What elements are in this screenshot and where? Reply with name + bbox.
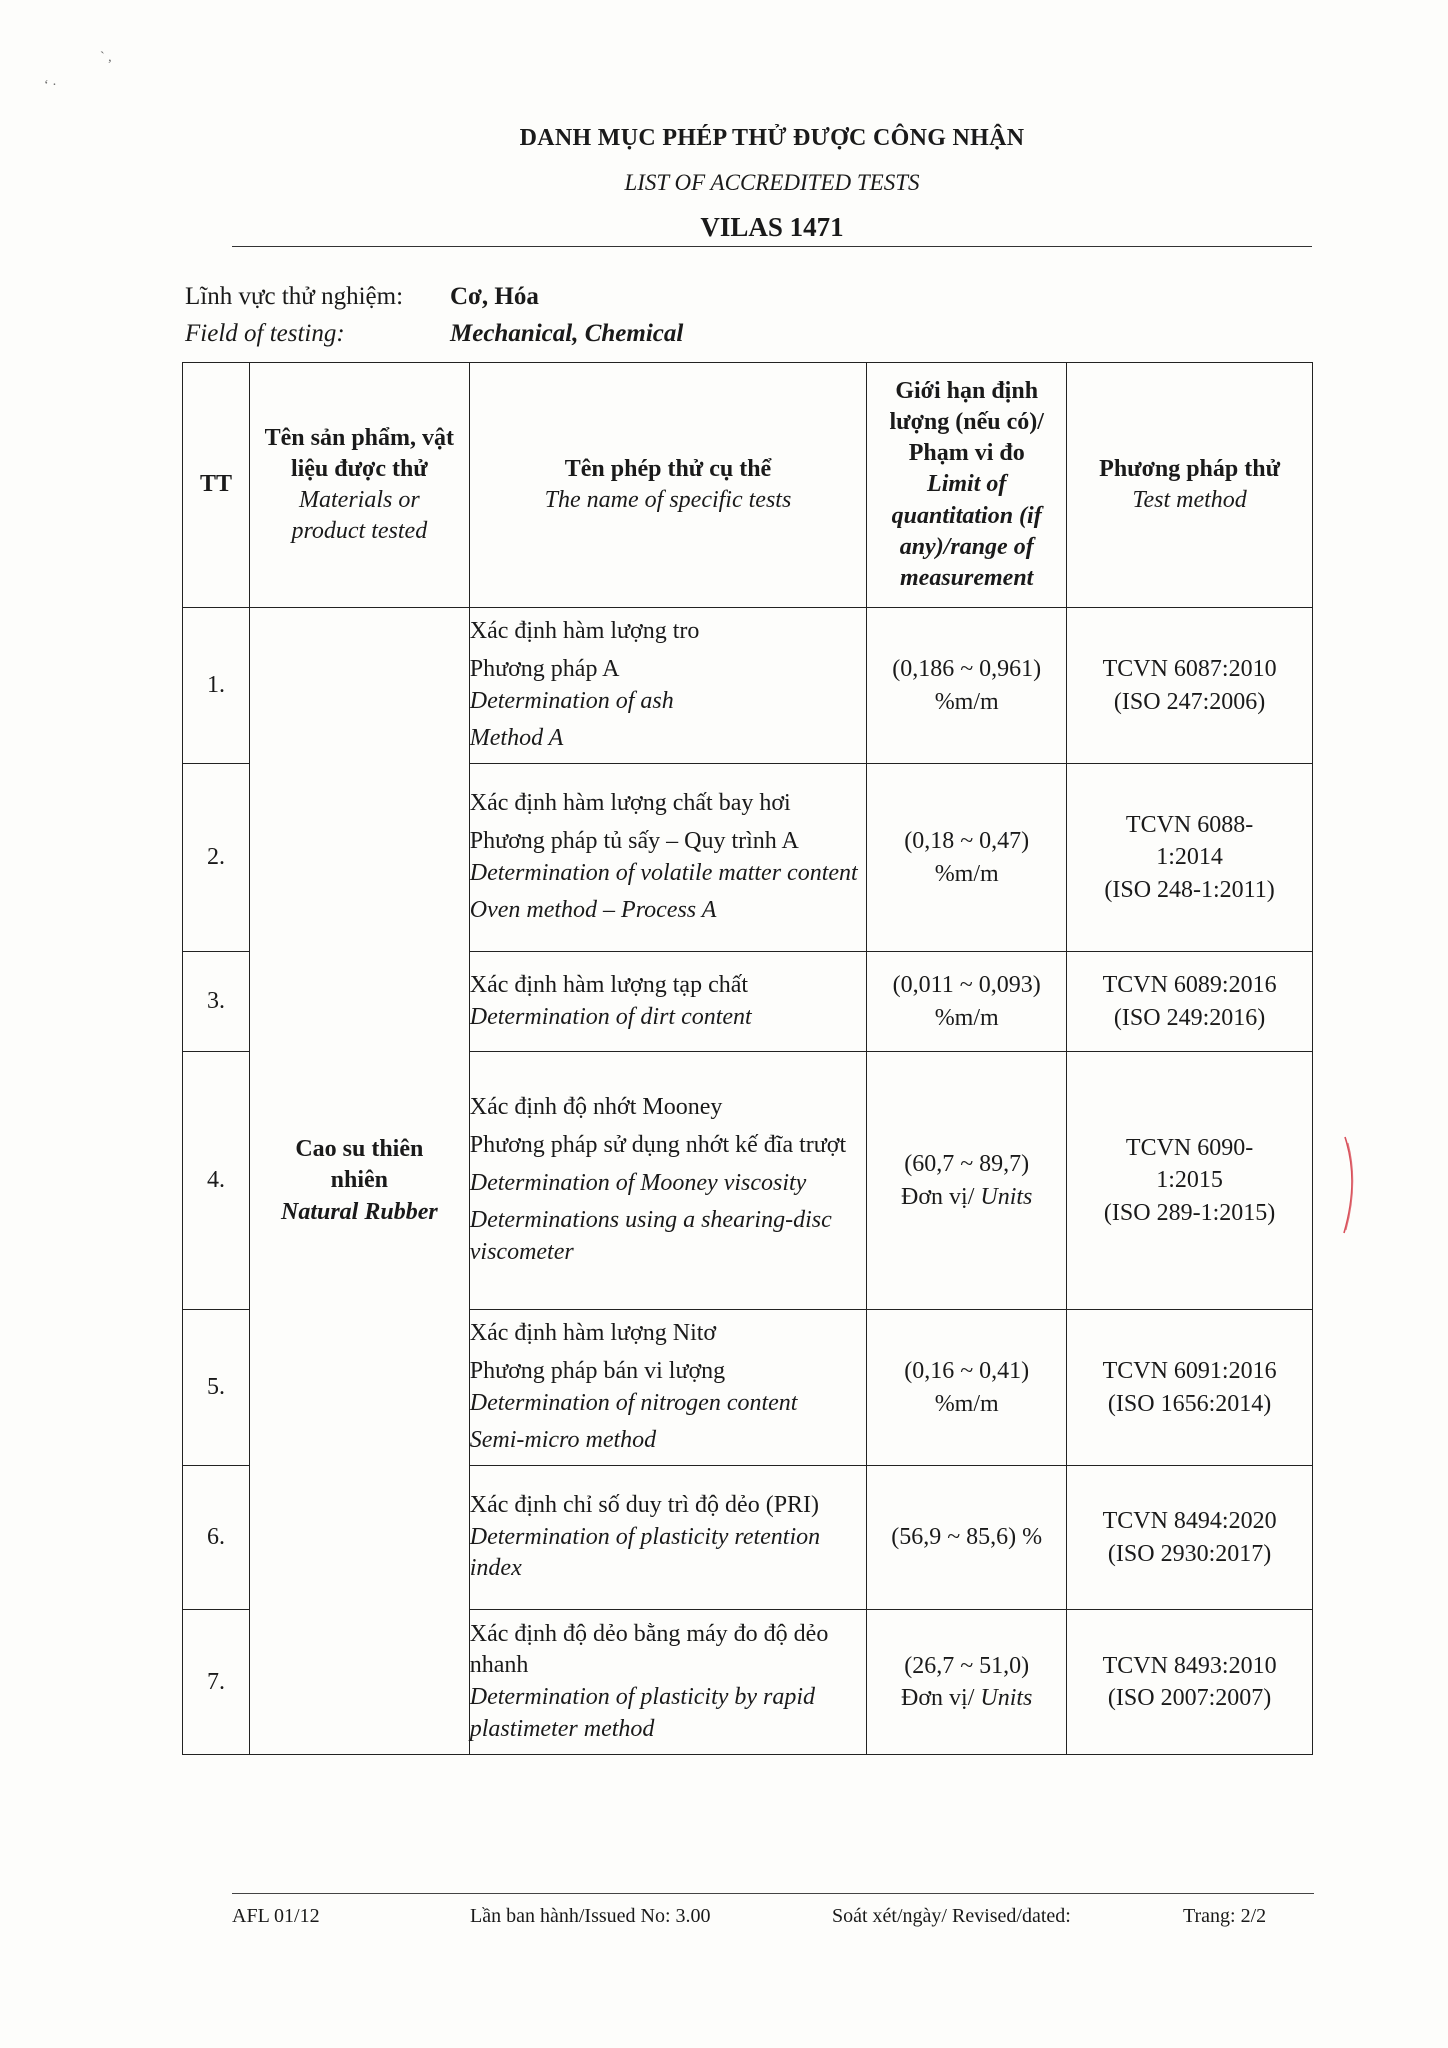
method-iso: (ISO 248-1:2011) — [1104, 876, 1275, 903]
limit-cell — [867, 764, 1067, 952]
limit-range: (0,011 ~ 0,093) — [892, 972, 1041, 999]
field-label-en: Field of testing: — [185, 320, 345, 347]
test-vi: Xác định hàm lượng tro — [469, 618, 700, 645]
method-en: Oven method – Process A — [469, 897, 717, 924]
header-rule — [232, 246, 1312, 247]
limit-range: (60,7 ~ 89,7) — [904, 1151, 1030, 1178]
method-cell — [1067, 952, 1313, 1052]
table-header-row — [183, 363, 1313, 608]
row-number: 1. — [183, 608, 250, 764]
method-standard: TCVN 8494:2020 — [1102, 1508, 1277, 1535]
test-en: Determination of plasticity by rapid plastimeter method — [469, 1684, 816, 1742]
title-en: LIST OF ACCREDITED TESTS — [624, 170, 920, 195]
field-value-vi: Cơ, Hóa — [450, 283, 539, 310]
header-limit-en: Limit of quantitation (if any)/range of measurement — [891, 471, 1042, 591]
method-cell — [1067, 1466, 1313, 1610]
row-number: 7. — [183, 1610, 250, 1755]
method-iso: (ISO 247:2006) — [1113, 688, 1266, 715]
method-vi: Phương pháp bán vi lượng — [469, 1357, 726, 1384]
limit-range: (26,7 ~ 51,0) — [904, 1652, 1030, 1679]
header-method — [1067, 363, 1313, 608]
limit-range: (0,186 ~ 0,961) — [892, 656, 1042, 683]
field-value-en: Mechanical, Chemical — [450, 320, 684, 347]
method-standard: TCVN 6091:2016 — [1102, 1358, 1277, 1385]
method-en: Method A — [469, 725, 564, 752]
row-number: 2. — [183, 764, 250, 952]
method-cell — [1067, 1610, 1313, 1755]
limit-cell — [867, 1610, 1067, 1755]
footer-form: AFL 01/12 — [232, 1905, 320, 1927]
limit-unit: %m/m — [934, 1004, 999, 1031]
test-vi: Xác định độ nhớt Mooney — [469, 1094, 723, 1121]
method-vi: Phương pháp sử dụng nhớt kế đĩa trượt — [469, 1131, 847, 1158]
scan-speck: ` , — [100, 50, 112, 65]
test-vi: Xác định hàm lượng tạp chất — [469, 971, 749, 998]
limit-cell — [867, 1052, 1067, 1310]
method-en: Semi-micro method — [469, 1427, 657, 1454]
test-vi: Xác định độ dẻo bằng máy đo độ dẻo nhanh — [469, 1620, 829, 1679]
limit-range: (0,18 ~ 0,47) — [904, 828, 1030, 855]
limit-cell — [867, 952, 1067, 1052]
header-test — [469, 363, 866, 608]
footer-revised: Soát xét/ngày/ Revised/dated: — [832, 1905, 1071, 1927]
limit-cell — [867, 1310, 1067, 1466]
header-limit — [867, 363, 1067, 608]
header-test-vi: Tên phép thử cụ thể — [564, 455, 772, 482]
vilas-code: VILAS 1471 — [700, 212, 844, 242]
header-product-en: Materials or product tested — [291, 487, 428, 545]
product-en: Natural Rubber — [280, 1198, 438, 1225]
test-en: Determination of dirt content — [469, 1003, 752, 1030]
method-iso: (ISO 2930:2017) — [1107, 1540, 1272, 1567]
header-product-vi: Tên sản phẩm, vật liệu được thử — [264, 424, 455, 482]
header-method-en: Test method — [1132, 487, 1247, 513]
test-vi: Xác định hàm lượng chất bay hơi — [469, 790, 791, 817]
method-standard: TCVN 6089:2016 — [1102, 972, 1277, 999]
limit-cell — [867, 1466, 1067, 1610]
test-en: Determination of plasticity retention index — [469, 1523, 821, 1582]
row-number: 6. — [183, 1466, 250, 1610]
table-row — [183, 608, 1313, 764]
footer-issued: Lần ban hành/Issued No: 3.00 — [470, 1905, 711, 1927]
title-vi: DANH MỤC PHÉP THỬ ĐƯỢC CÔNG NHẬN — [519, 125, 1025, 151]
header-test-en: The name of specific tests — [544, 487, 792, 513]
row-number: 3. — [183, 952, 250, 1052]
test-vi: Xác định chỉ số duy trì độ dẻo (PRI) — [469, 1491, 820, 1518]
test-cell — [469, 952, 866, 1052]
method-standard: TCVN 8493:2010 — [1102, 1652, 1277, 1679]
method-iso: (ISO 249:2016) — [1113, 1004, 1266, 1031]
method-vi: Phương pháp A — [469, 655, 620, 682]
test-en: Determination of Mooney viscosity — [469, 1169, 807, 1196]
test-en: Determination of ash — [469, 687, 674, 714]
header-method-vi: Phương pháp thử — [1099, 455, 1280, 482]
limit-range: (56,9 ~ 85,6) % — [891, 1524, 1043, 1551]
test-cell — [469, 1466, 866, 1610]
field-row-vi — [185, 283, 539, 311]
test-vi: Xác định hàm lượng Nitơ — [469, 1320, 717, 1347]
test-cell — [469, 608, 866, 764]
test-en: Determination of nitrogen content — [469, 1389, 798, 1416]
test-cell — [469, 764, 866, 952]
method-standard: TCVN 6088-1:2014 — [1125, 811, 1254, 871]
limit-unit-en: Units — [980, 1685, 1033, 1711]
test-en: Determination of volatile matter content — [469, 859, 858, 886]
test-cell — [469, 1610, 866, 1755]
method-standard: TCVN 6090-1:2015 — [1125, 1134, 1254, 1194]
limit-unit: %m/m — [934, 1390, 999, 1417]
accredited-tests-table — [182, 362, 1313, 1755]
row-number: 4. — [183, 1052, 250, 1310]
scan-speck: ‘ · — [44, 78, 57, 93]
method-cell — [1067, 608, 1313, 764]
test-cell — [469, 1310, 866, 1466]
method-iso: (ISO 289-1:2015) — [1103, 1199, 1276, 1226]
limit-unit: Đơn vị/ — [901, 1685, 975, 1711]
method-iso: (ISO 1656:2014) — [1107, 1390, 1272, 1417]
header-limit-vi: Giới hạn định lượng (nếu có)/ Phạm vi đo — [889, 377, 1044, 467]
limit-cell — [867, 608, 1067, 764]
row-number: 5. — [183, 1310, 250, 1466]
test-cell — [469, 1052, 866, 1310]
method-vi: Phương pháp tủ sấy – Quy trình A — [469, 827, 799, 854]
product-cell — [249, 608, 469, 1755]
limit-range: (0,16 ~ 0,41) — [904, 1358, 1030, 1385]
footer-page: Trang: 2/2 — [1183, 1905, 1267, 1927]
field-label-vi: Lĩnh vực thử nghiệm: — [185, 283, 404, 310]
method-cell — [1067, 764, 1313, 952]
limit-unit-en: Units — [980, 1183, 1033, 1210]
footer-rule — [232, 1893, 1314, 1894]
limit-unit: %m/m — [934, 860, 999, 887]
header-tt: TT — [183, 363, 250, 608]
method-standard: TCVN 6087:2010 — [1102, 656, 1277, 683]
pen-mark — [1342, 1135, 1356, 1235]
product-vi: Cao su thiên nhiên — [295, 1136, 424, 1194]
field-row-en — [185, 320, 683, 348]
limit-unit: Đơn vị/ — [901, 1183, 975, 1210]
method-iso: (ISO 2007:2007) — [1107, 1685, 1272, 1711]
method-en: Determinations using a shearing-disc viscometer — [469, 1207, 832, 1265]
header-product — [249, 363, 469, 608]
limit-unit: %m/m — [934, 688, 999, 715]
method-cell — [1067, 1052, 1313, 1310]
method-cell — [1067, 1310, 1313, 1466]
